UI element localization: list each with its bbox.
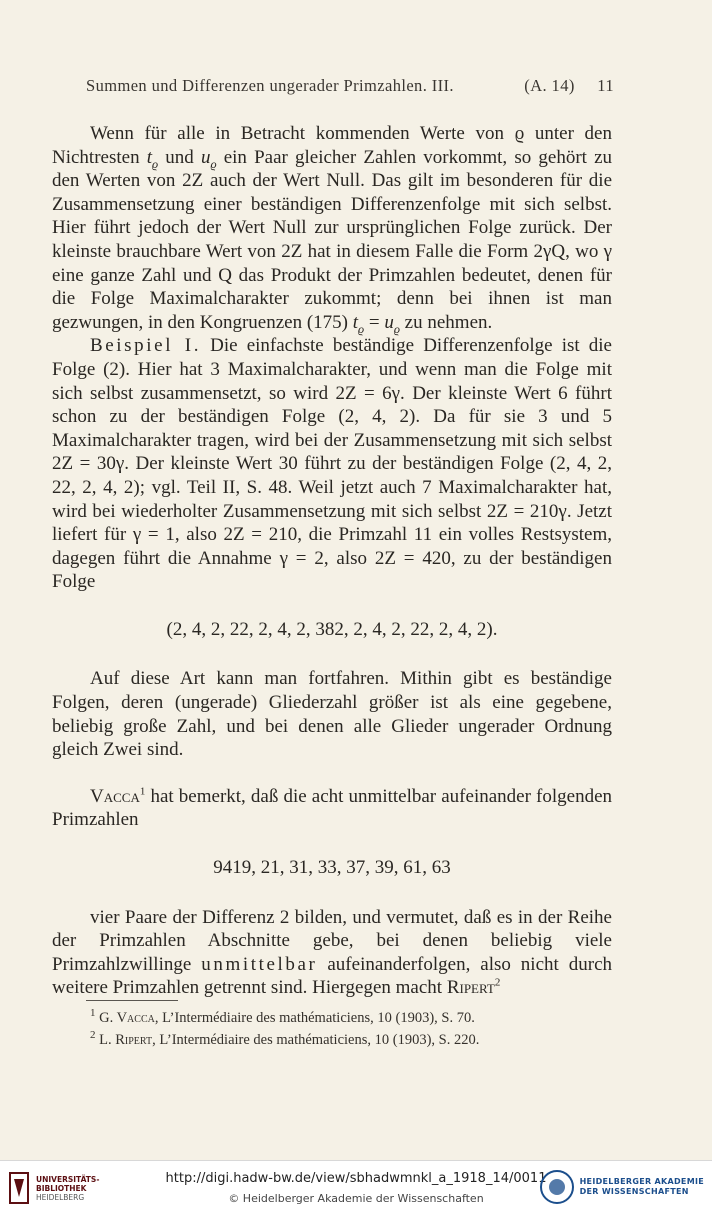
permalink-url[interactable]: http://digi.hadw-bw.de/view/sbhadwmnkl_a_1918_14/0011: [165, 1171, 547, 1186]
paragraph-2: [52, 334, 612, 594]
footnote-ref-2: 2: [494, 977, 501, 990]
header-ref: (A. 14): [524, 76, 575, 95]
viewer-footer: [0, 1160, 712, 1215]
paragraph-1-text: Wenn für alle in Betracht kommenden Werte von ϱ unter den Nichtresten $t_ϱ$ und $u_ϱ$ ein Paar gleicher Zahlen vorkommt, so gehört zu den Werten von 2Z auch der Wert Null. Das gilt im besonderen für die Zusammensetzung einer beständigen Differenzenfolge mit sich selbst. Hier führt jedoch der Wert Null zur ursprünglichen Folge zurück. Der kleinste brauchbare Wert von 2Z hat in diesem Falle die Form 2γQ, wo γ eine ganze Zahl und Q das Produkt der Primzahlen bedeutet, denen für die Folge Maximalcharakter zukommt; denn bei ihnen ist man gezwungen, in den Kongruenzen (175) $t_ϱ = u_ϱ$ zu nehmen.: [52, 123, 613, 336]
footnote-2-author: L. Ripert: [99, 1032, 153, 1048]
formula-sequence: (2, 4, 2, 22, 2, 4, 2, 382, 2, 4, 2, 22, 2, 4, 2).: [166, 618, 498, 640]
footnote-1: [52, 1007, 612, 1027]
paragraph-5: [52, 906, 612, 1000]
header-title: Summen und Differenzen ungerader Primzahlen. III.: [86, 76, 454, 95]
paragraph-4-text: hat bemerkt, daß die acht unmittelbar aufeinander folgenden Primzahlen: [52, 785, 613, 831]
footnote-2: [52, 1029, 612, 1049]
paragraph-5-text-b: aufeinanderfolgen, also nicht durch weitere Primzahlen getrennt sind. Hiergegen macht: [52, 953, 612, 999]
copyright-notice: © Heidelberger Akademie der Wissenschaften: [228, 1192, 484, 1205]
paragraph-1: [52, 122, 612, 334]
formula-primes: 9419, 21, 31, 33, 37, 39, 61, 63: [213, 857, 451, 879]
footnote-1-text: , L’Intermédiaire des mathématiciens, 10 (1903), S. 70.: [154, 1010, 475, 1026]
paragraph-3: Auf diese Art kann man fortfahren. Mithin gibt es beständige Folgen, deren (ungerade) Gliederzahl größer ist als eine gegebene, beliebig große Zahl, und bei denen alle Glieder ungerader Ordnung gleich Zwei sind.: [52, 668, 612, 761]
paragraph-2-text: Die einfachste beständige Differenzenfolge ist die Folge (2). Hier hat 3 Maximalcharakter, und wenn man die Folge mit sich selbst zusammensetzt, so wird 2Z = 6γ. Der kleinste Wert 6 führt schon zu der beständigen Folge (2, 4, 2). Da für sie 3 und 5 Maximalcharakter tragen, wird bei der Zusammensetzung mit sich selbst 2Z = 30γ. Der kleinste Wert 30 führt zu der beständigen Folge (2, 4, 2, 22, 2, 4, 2); vgl. Teil II, S. 48. Weil jetzt auch 7 Maximalcharakter hat, wird bei wiederholter Zusammensetzung mit sich selbst 2Z = 210γ. Jetzt liefert für γ = 1, also 2Z = 210, die Primzahl 11 ein volles Restsystem, dagegen führt die Annahme γ = 2, also 2Z = 420, zu der beständigen Folge: [52, 335, 612, 593]
academy-logo-text: [580, 1177, 704, 1197]
footnote-1-number: 1: [90, 1007, 96, 1020]
academy-seal-icon: [540, 1170, 574, 1204]
footnote-rule: [86, 1000, 178, 1001]
footnote-ref-1: 1: [139, 785, 146, 798]
page-number: 11: [597, 76, 614, 95]
library-logo-line-3: HEIDELBERG: [36, 1192, 85, 1202]
running-header: [86, 76, 614, 96]
header-right: [506, 76, 614, 96]
academy-logo[interactable]: [540, 1170, 704, 1204]
footnote-2-number: 2: [90, 1029, 96, 1042]
paragraph-4: [52, 785, 612, 832]
example-label: Beispiel I.: [90, 335, 202, 357]
paragraph-5-text-a: vier Paare der Differenz 2 bilden, und vermutet, daß es in der Reihe der Primzahlen Abschnitte gebe, bei denen beliebig viele Primzahlzwillinge: [52, 906, 612, 975]
library-logo-line-2: BIBLIOTHEK: [36, 1183, 87, 1193]
author-vacca: Vacca: [90, 785, 140, 807]
emphasized-word: unmittelbar: [201, 953, 318, 975]
footnote-1-author: G. Vacca: [99, 1010, 155, 1026]
academy-logo-line-1: HEIDELBERGER AKADEMIE: [579, 1177, 704, 1186]
author-ripert: Ripert: [446, 977, 495, 999]
academy-logo-line-2: DER WISSENSCHAFTEN: [579, 1187, 689, 1196]
main-text: [52, 122, 612, 1000]
library-logo-line-1: UNIVERSITÄTS-: [36, 1174, 100, 1184]
footnote-2-text: , L’Intermédiaire des mathématiciens, 10 (1903), S. 220.: [152, 1032, 480, 1048]
